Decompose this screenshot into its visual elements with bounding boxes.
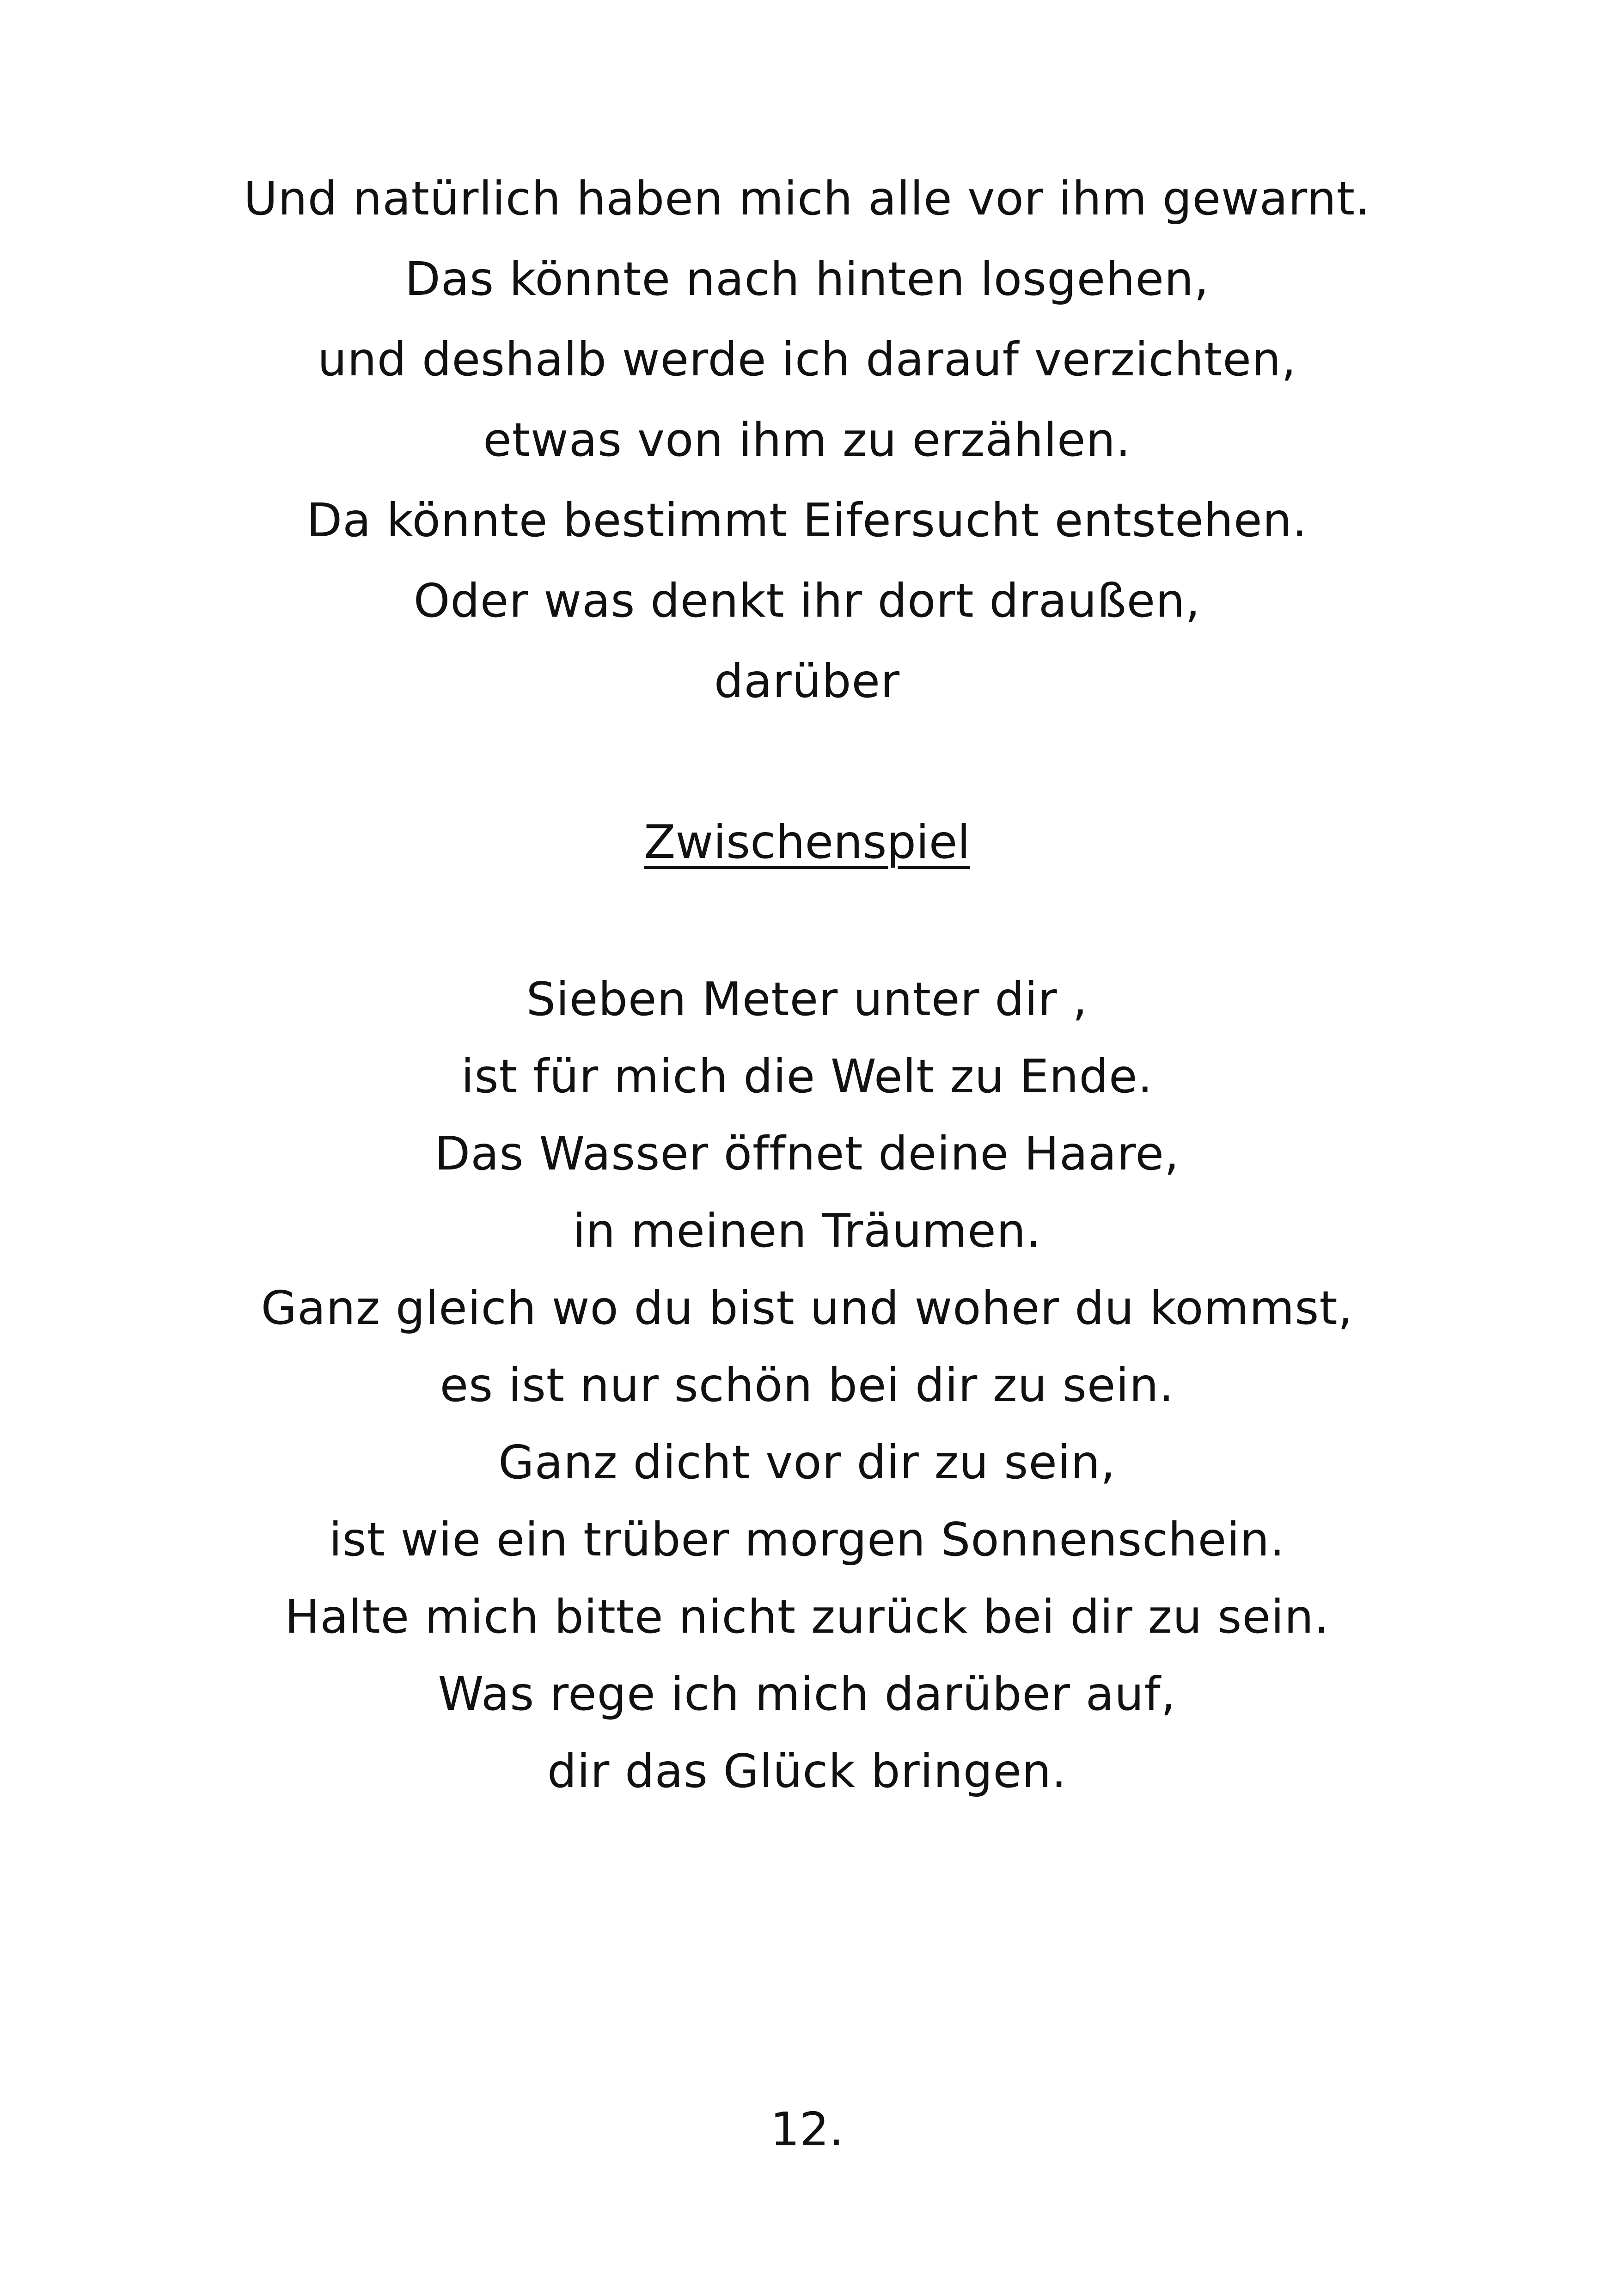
section-heading [0,802,1614,882]
poem-line: es ist nur schön bei dir zu sein. [440,1358,1174,1412]
poem-line: darüber [714,654,900,708]
poem-line: Sieben Meter unter dir , [526,972,1088,1026]
poem-stanza-2 [0,961,1614,1810]
poem-line: Da könnte bestimmt Eifersucht entstehen. [306,493,1308,547]
poem-line: Und natürlich haben mich alle vor ihm gewarnt. [244,171,1370,226]
poem-line: ist wie ein trüber morgen Sonnenschein. [329,1512,1285,1567]
page-number: 12. [770,2102,844,2156]
poem-line: und deshalb werde ich darauf verzichten, [317,332,1297,386]
poem-line: Ganz dicht vor dir zu sein, [498,1435,1116,1489]
poem-stanza-1 [0,159,1614,722]
poem-line: Halte mich bitte nicht zurück bei dir zu sein. [285,1590,1329,1644]
poem-line: Oder was denkt ihr dort draußen, [413,574,1201,628]
section-heading-text: Zwischenspiel [643,815,971,869]
poem-line: Das könnte nach hinten losgehen, [404,252,1210,306]
poem-line: Was rege ich mich darüber auf, [438,1667,1176,1721]
poem-line: Das Wasser öffnet deine Haare, [434,1127,1180,1181]
poem-line: Ganz gleich wo du bist und woher du kommst, [261,1281,1353,1335]
poem-line: etwas von ihm zu erzählen. [483,413,1131,467]
poem-line: ist für mich die Welt zu Ende. [461,1049,1153,1103]
poem-line: dir das Glück bringen. [547,1744,1067,1798]
poem-line: in meinen Träumen. [573,1204,1041,1258]
